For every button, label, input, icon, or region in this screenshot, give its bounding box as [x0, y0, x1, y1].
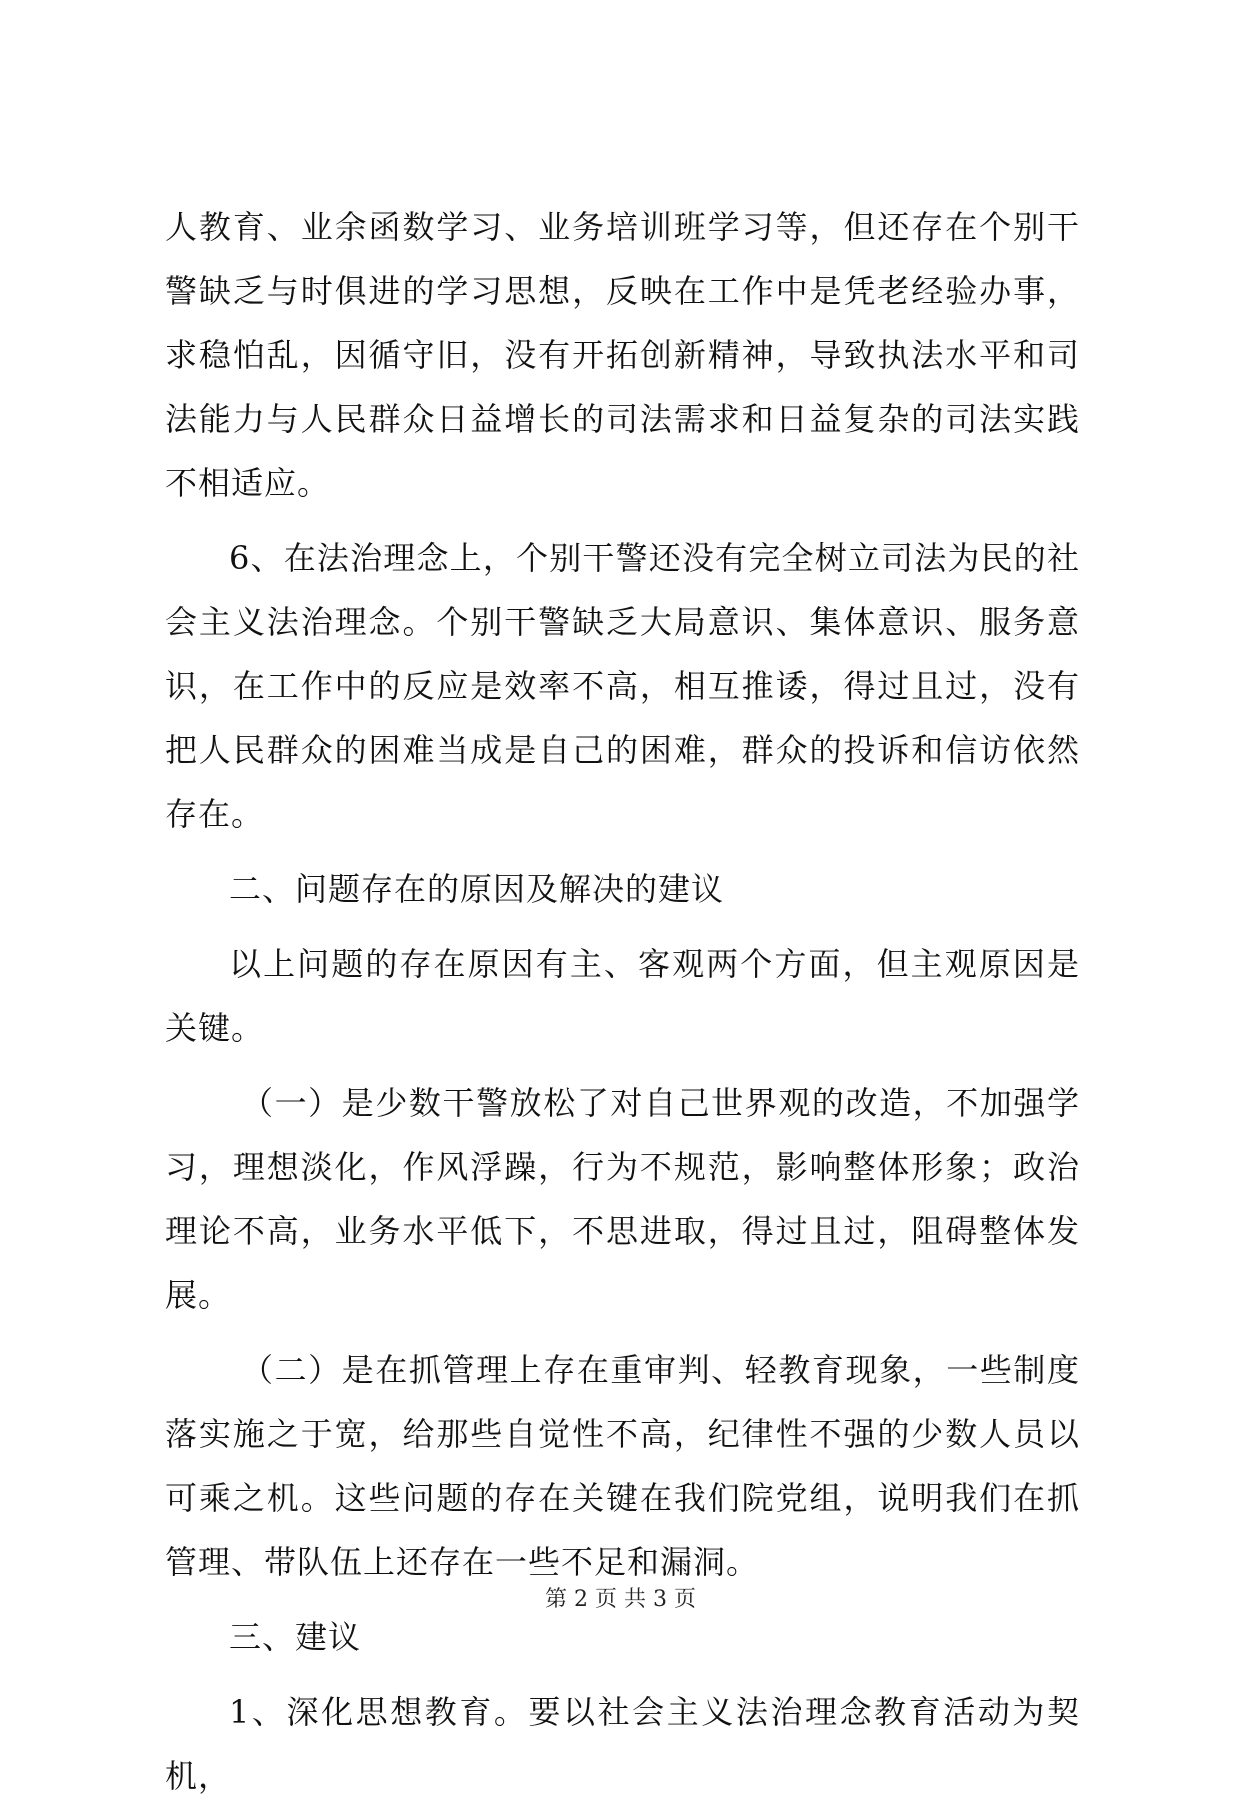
paragraph-cause-one: （一）是少数干警放松了对自己世界观的改造，不加强学习，理想淡化，作风浮躁，行为不规范，影响整体形象；政治理论不高，业务水平低下，不思进取，得过且过，阻碍整体发展。 — [165, 1084, 1080, 1314]
paragraph-cause-two: （二）是在抓管理上存在重审判、轻教育现象，一些制度落实施之于宽，给那些自觉性不高，纪律性不强的少数人员以可乘之机。这些问题的存在关键在我们院党组，说明我们在抓管理、带队伍上还存在一些不足和漏洞。 — [165, 1351, 1080, 1581]
section-heading-two: 二、问题存在的原因及解决的建议 — [229, 870, 725, 908]
section-heading-three: 三、建议 — [229, 1618, 362, 1656]
document-body — [165, 195, 1080, 1808]
paragraph-continuation: 人教育、业余函数学习、业务培训班学习等，但还存在个别干警缺乏与时俱进的学习思想，反映在工作中是凭老经验办事，求稳怕乱，因循守旧，没有开拓创新精神，导致执法水平和司法能力与人民群众日益增长的司法需求和日益复杂的司法实践不相适应。 — [165, 208, 1080, 502]
paragraph-causes-intro: 以上问题的存在原因有主、客观两个方面，但主观原因是关键。 — [165, 945, 1080, 1047]
page-number-footer: 第 2 页 共 3 页 — [545, 1587, 696, 1612]
paragraph-item-6: 6、在法治理念上，个别干警还没有完全树立司法为民的社会主义法治理念。个别干警缺乏大局意识、集体意识、服务意识，在工作中的反应是效率不高，相互推诿，得过且过，没有把人民群众的困难当成是自己的困难，群众的投诉和信访依然存在。 — [165, 539, 1080, 833]
paragraph-suggestion-one: 1、深化思想教育。要以社会主义法治理念教育活动为契机， — [165, 1693, 1080, 1795]
